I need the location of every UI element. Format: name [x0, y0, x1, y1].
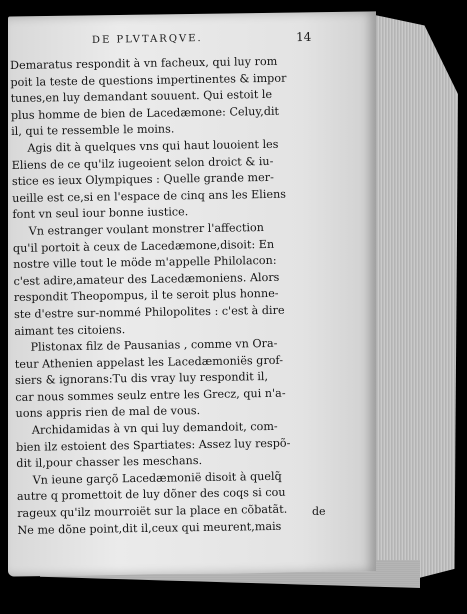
text-line: stice es ieux Olympiques : Quelle grande mer- [11, 171, 274, 189]
text-line: Vn estranger voulant monstrer l'affection [28, 220, 265, 238]
text-line: siers & ignorans:Tu dis vray luy respondit il, [14, 370, 269, 388]
text-line: nostre ville tout le möde m'appelle Philolacon: [13, 253, 277, 272]
body-text [10, 53, 348, 539]
text-line: uons appris rien de mal de vous. [15, 404, 201, 421]
page-number: 14 [295, 29, 312, 45]
text-line: Demaratus respondit à vn facheux, qui luy rom [10, 54, 278, 72]
text-line: Archidamidas à vn qui luy demandoit, com- [31, 419, 278, 437]
text-line: ste d'estre sur-nommé Philopolites : c'est à dire [13, 303, 285, 321]
text-line: Vn ieune garçõ Lacedæmonië disoit à quelq̃ [32, 469, 282, 487]
text-line: aimant tes citoiens. [14, 322, 126, 338]
text-line: respondit Theopompus, il te seroit plus honne- [13, 287, 279, 305]
text-line: teur Athenien appelast les Lacedæmoniës grof- [14, 353, 284, 371]
text-line: il, qui te ressemble le moins. [11, 122, 175, 139]
text-line: poit la teste de questions impertinentes & impor [10, 71, 287, 89]
text-line: Eliens de ce qu'ilz iugeoient selon droict & iu- [11, 154, 274, 172]
text-line: Ne me dõne point,dit il,ceux qui meurent,mais [17, 519, 282, 537]
text-line: Agis dit à quelques vns qui haut louoient les [27, 137, 279, 155]
text-line: autre q promettoit de luy dõner des coqs si cou [16, 486, 286, 504]
text-line: tunes,en luy demandant souuent. Qui estoit le [10, 88, 273, 106]
running-title: DE PLVTARQVE. [91, 33, 203, 46]
text-line: rageux qu'ilz mourroiët sur la place en cõbatãt. [17, 502, 288, 520]
catchword: de [312, 505, 326, 518]
text-line: qu'il portoit à ceux de Lacedæmone,disoit: En [12, 237, 275, 255]
text-line: dit il,pour chasser les meschans. [16, 454, 203, 471]
text-line: plus homme de bien de Lacedæmone: Celuy,dit [10, 104, 280, 122]
text-line: bien ilz estoient des Spartiates: Assez luy respõ- [16, 436, 291, 454]
text-line: c'est adire,amateur des Lacedæmoniens. Alors [13, 270, 280, 288]
text-line: font vn seul iour bonne iustice. [12, 205, 189, 222]
text-line: ueille est ce,si en l'espace de cinq ans les Eliens [12, 187, 287, 205]
text-line: Plistonax filz de Pausanias , comme vn Ora- [30, 336, 278, 354]
text-line: car nous sommes seulz entre les Grecz, qui n'a- [15, 386, 286, 404]
page-edges [370, 14, 458, 586]
